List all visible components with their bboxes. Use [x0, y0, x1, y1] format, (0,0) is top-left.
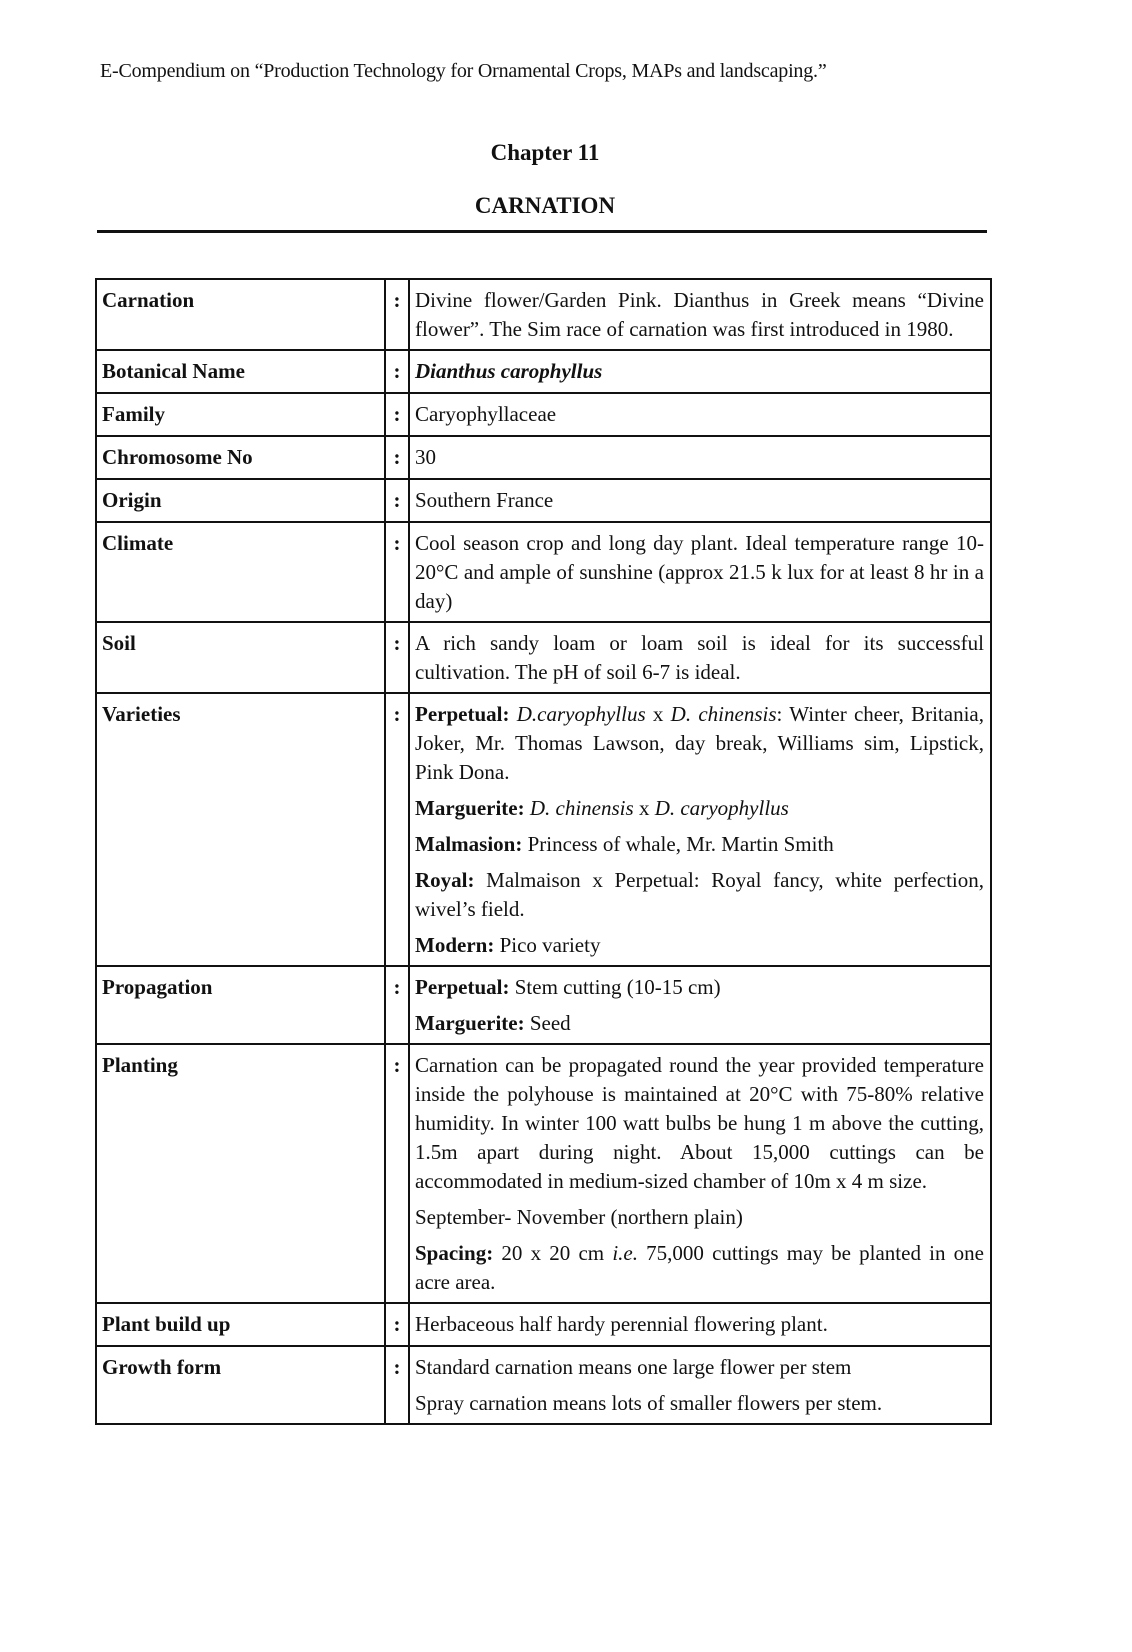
value-paragraph — [415, 443, 984, 472]
text-segment: Malmaison x Perpetual: Royal fancy, white perfection, wivel’s field. — [415, 868, 984, 921]
text-segment: D. chinensis — [529, 796, 634, 820]
row-label: Varieties — [96, 693, 385, 966]
text-segment: 75,000 cuttings may be planted in one acre area. — [415, 1241, 984, 1294]
value-paragraph — [415, 400, 984, 429]
row-value — [409, 1044, 991, 1303]
value-paragraph — [415, 794, 984, 823]
row-value — [409, 966, 991, 1044]
value-paragraph — [415, 700, 984, 787]
text-segment: Caryophyllaceae — [415, 402, 557, 426]
value-paragraph — [415, 1310, 984, 1339]
text-segment: Malmasion: — [415, 832, 528, 856]
text-segment: A rich sandy loam or loam soil is ideal for its successful cultivation. The pH of soil 6-7 is ideal. — [415, 631, 984, 684]
table-row — [96, 393, 991, 436]
text-segment: Herbaceous half hardy perennial flowering plant. — [415, 1312, 828, 1336]
table-row — [96, 1044, 991, 1303]
row-label: Family — [96, 393, 385, 436]
row-label: Soil — [96, 622, 385, 693]
row-value — [409, 693, 991, 966]
table-row — [96, 436, 991, 479]
text-segment: Marguerite: — [415, 1011, 530, 1035]
row-value — [409, 1303, 991, 1346]
text-segment: Standard carnation means one large flower per stem — [415, 1355, 852, 1379]
text-segment: Pico variety — [499, 933, 601, 957]
text-segment: 30 — [415, 445, 436, 469]
row-label: Propagation — [96, 966, 385, 1044]
table-row — [96, 350, 991, 393]
text-segment: Cool season crop and long day plant. Ideal temperature range 10-20°C and ample of sunshine (approx 21.5 k lux for at least 8 hr in a day) — [415, 531, 984, 613]
value-paragraph — [415, 1009, 984, 1038]
table-row — [96, 622, 991, 693]
text-segment: Royal: — [415, 868, 487, 892]
text-segment: Stem cutting (10-15 cm) — [514, 975, 721, 999]
table-row — [96, 1346, 991, 1424]
value-paragraph — [415, 629, 984, 687]
text-segment: Southern France — [415, 488, 554, 512]
row-separator: : — [385, 1303, 409, 1346]
text-segment: Modern: — [415, 933, 500, 957]
text-segment: D. caryophyllus — [654, 796, 789, 820]
text-segment: Spacing: — [415, 1241, 502, 1265]
text-segment: x — [645, 702, 671, 726]
value-paragraph — [415, 1239, 984, 1297]
chapter-number: Chapter 11 — [490, 140, 600, 165]
text-segment: Perpetual: — [415, 975, 515, 999]
text-segment: Seed — [529, 1011, 571, 1035]
row-separator: : — [385, 436, 409, 479]
text-segment: 20 x 20 cm — [501, 1241, 613, 1265]
row-label: Growth form — [96, 1346, 385, 1424]
row-label: Botanical Name — [96, 350, 385, 393]
row-label: Chromosome No — [96, 436, 385, 479]
text-segment: Carnation can be propagated round the year provided temperature inside the polyhouse is maintained at 20°C with 75-80% relative humidity. In winter 100 watt bulbs be hung 1 m above the cutting, 1.5m apart during night. About 15,000 cuttings can be accommodated in medium-sized chamber of 10m x 4 m size. — [415, 1053, 984, 1193]
value-paragraph — [415, 1353, 984, 1382]
row-value — [409, 279, 991, 350]
row-separator: : — [385, 522, 409, 622]
text-segment: x — [633, 796, 655, 820]
value-paragraph — [415, 1051, 984, 1196]
chapter-title: CARNATION — [474, 193, 616, 218]
row-value — [409, 393, 991, 436]
text-segment: Dianthus carophyllus — [415, 359, 603, 383]
title-divider — [97, 230, 987, 233]
document-header: E-Compendium on “Production Technology for Ornamental Crops, MAPs and landscaping.” — [100, 60, 827, 82]
row-label: Carnation — [96, 279, 385, 350]
text-segment: Perpetual: — [415, 702, 517, 726]
row-value — [409, 522, 991, 622]
row-separator: : — [385, 1044, 409, 1303]
value-paragraph — [415, 486, 984, 515]
table-row — [96, 693, 991, 966]
text-segment: D. chinensis — [670, 702, 777, 726]
row-separator: : — [385, 622, 409, 693]
row-value — [409, 436, 991, 479]
row-label: Origin — [96, 479, 385, 522]
table-row — [96, 279, 991, 350]
row-separator: : — [385, 479, 409, 522]
value-paragraph — [415, 286, 984, 344]
value-paragraph — [415, 529, 984, 616]
table-row — [96, 1303, 991, 1346]
crop-info-rows — [96, 279, 991, 1424]
row-label: Planting — [96, 1044, 385, 1303]
row-label: Climate — [96, 522, 385, 622]
text-segment: Divine flower/Garden Pink. Dianthus in Greek means “Divine flower”. The Sim race of carnation was first introduced in 1980. — [415, 288, 984, 341]
text-segment: Spray carnation means lots of smaller flowers per stem. — [415, 1391, 883, 1415]
value-paragraph — [415, 931, 984, 960]
row-separator: : — [385, 966, 409, 1044]
value-paragraph — [415, 1389, 984, 1418]
table-row — [96, 479, 991, 522]
text-segment: September- November (northern plain) — [415, 1205, 743, 1229]
value-paragraph — [415, 830, 984, 859]
row-separator: : — [385, 1346, 409, 1424]
text-segment: D.caryophyllus — [516, 702, 646, 726]
row-value — [409, 350, 991, 393]
table-row — [96, 522, 991, 622]
value-paragraph — [415, 357, 984, 386]
table-row — [96, 966, 991, 1044]
value-paragraph — [415, 973, 984, 1002]
row-value — [409, 622, 991, 693]
text-segment: Marguerite: — [415, 796, 530, 820]
text-segment: : Winter cheer, Britania, Joker, Mr. Thomas Lawson, day break, Williams sim, Lipstick, Pink Dona. — [415, 702, 984, 784]
text-segment: Princess of whale, Mr. Martin Smith — [527, 832, 834, 856]
text-segment: i.e. — [612, 1241, 638, 1265]
row-value — [409, 1346, 991, 1424]
value-paragraph — [415, 866, 984, 924]
row-separator: : — [385, 350, 409, 393]
row-label: Plant build up — [96, 1303, 385, 1346]
row-value — [409, 479, 991, 522]
crop-info-table — [95, 278, 992, 1425]
row-separator: : — [385, 393, 409, 436]
row-separator: : — [385, 693, 409, 966]
row-separator: : — [385, 279, 409, 350]
value-paragraph — [415, 1203, 984, 1232]
